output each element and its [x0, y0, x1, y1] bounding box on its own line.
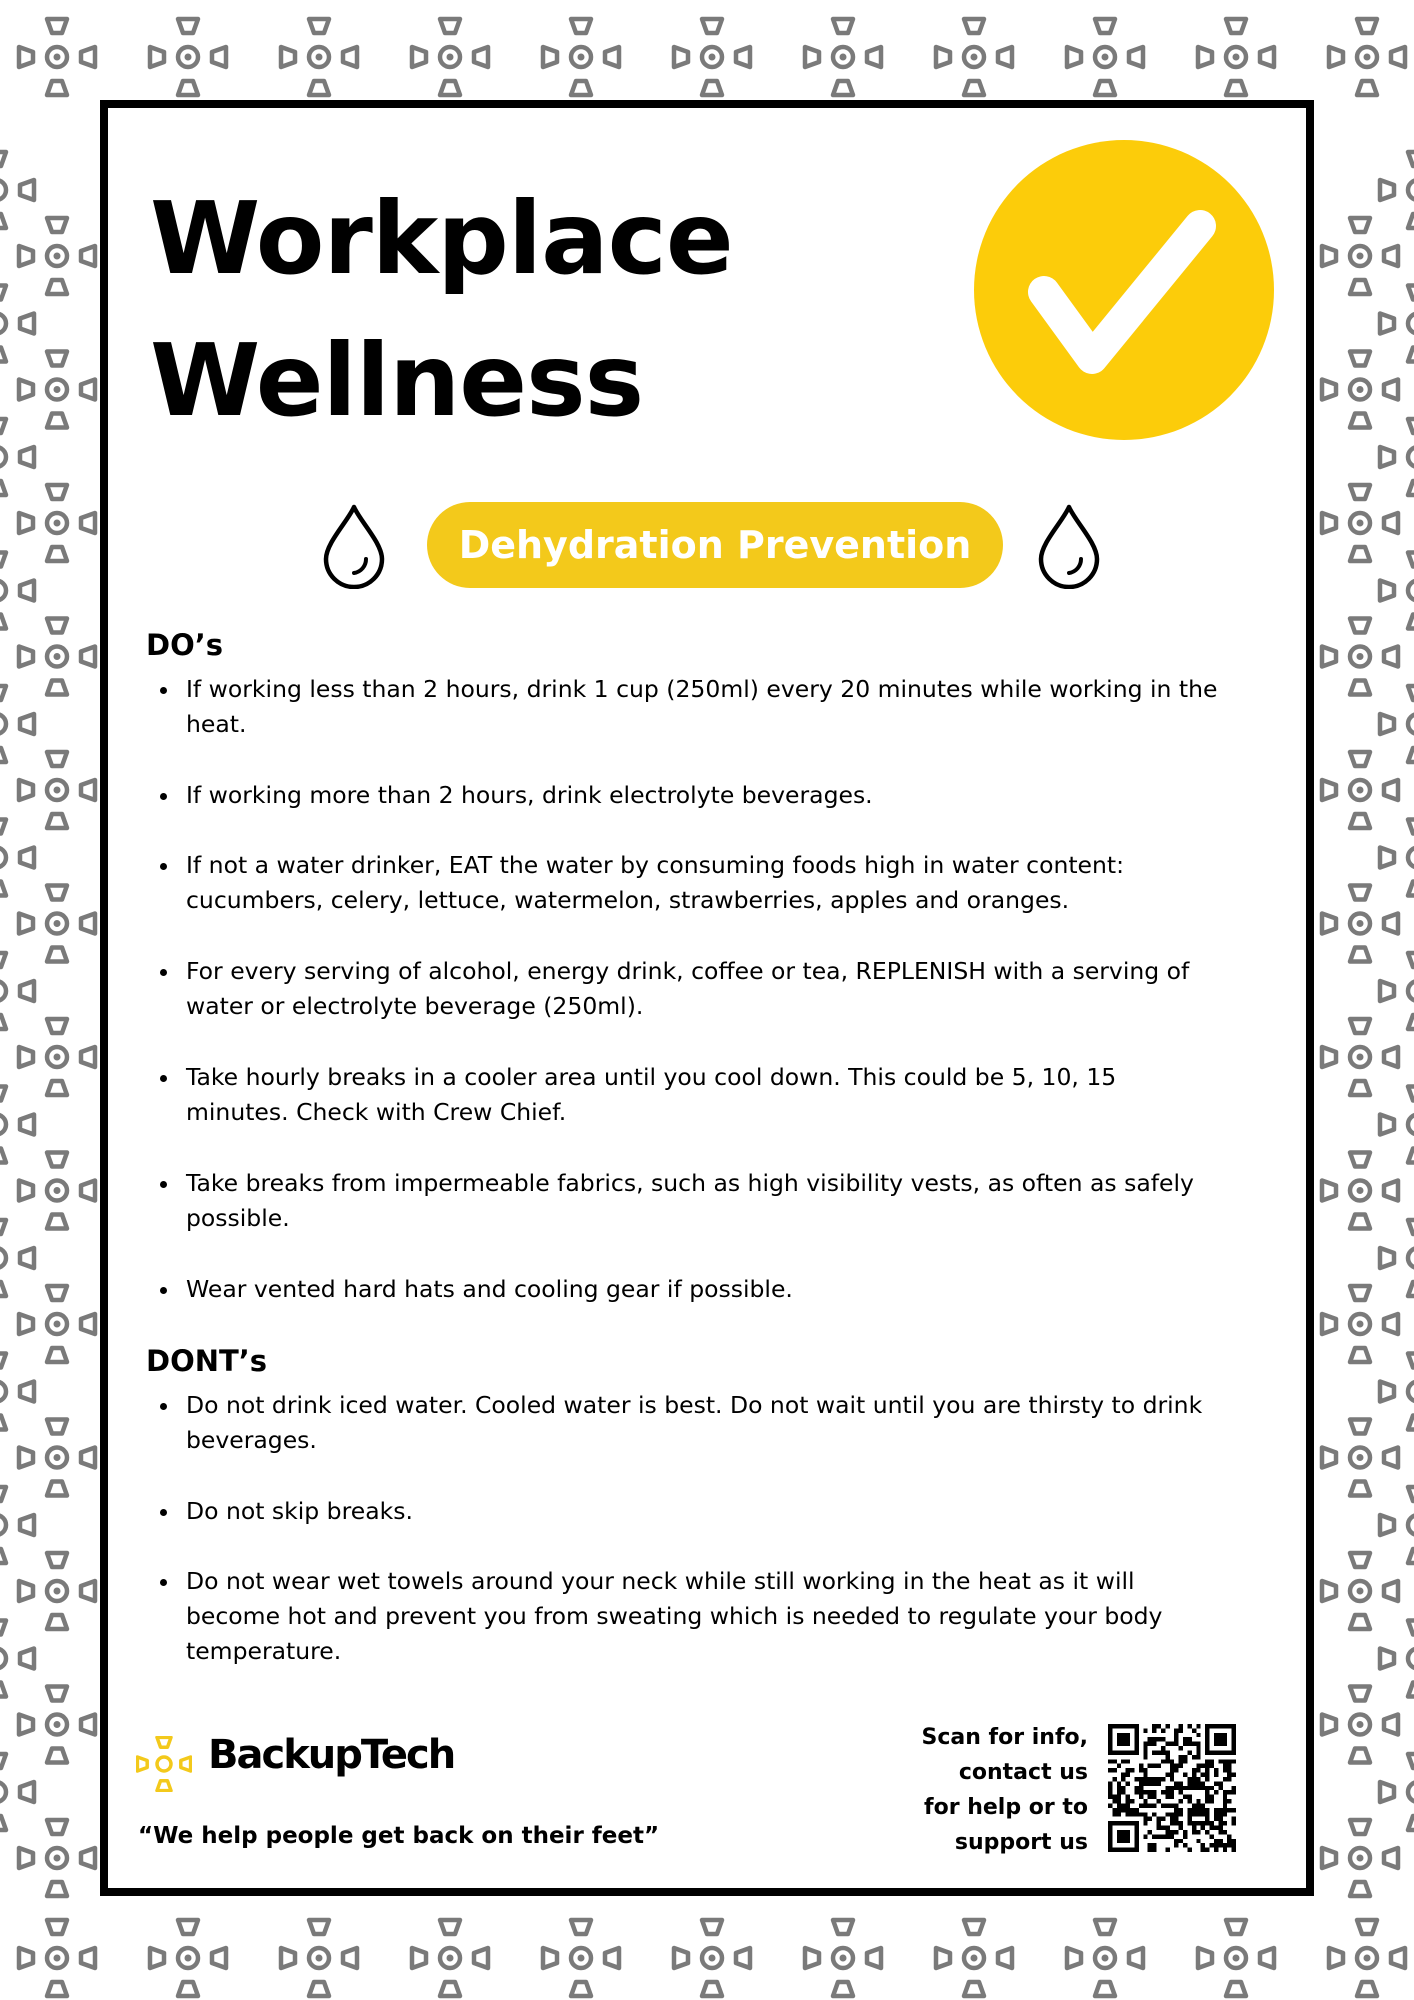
pattern-logo-mark — [0, 1354, 34, 1430]
pattern-logo-mark — [1322, 1153, 1398, 1229]
pattern-logo-mark — [0, 419, 34, 495]
pattern-logo-mark — [1322, 1019, 1398, 1095]
pattern-logo-mark — [674, 19, 750, 95]
pattern-logo-mark — [1322, 485, 1398, 561]
donts-heading: DONT’s — [146, 1344, 268, 1378]
list-item: For every serving of alcohol, energy drink, coffee or tea, REPLENISH with a serving of water or electrolyte beverage (250ml). — [146, 954, 1226, 1024]
pattern-logo-mark — [150, 19, 226, 95]
pattern-logo-mark — [412, 19, 488, 95]
pattern-logo-mark — [1380, 1487, 1414, 1563]
dos-heading: DO’s — [146, 628, 224, 662]
pattern-logo-mark — [19, 752, 95, 828]
scan-line: Scan for info, — [921, 1725, 1088, 1750]
scan-line: for help or to — [924, 1795, 1088, 1820]
pattern-logo-mark — [19, 352, 95, 428]
pattern-logo-mark — [0, 1220, 34, 1296]
pattern-logo-mark — [1380, 286, 1414, 362]
pattern-logo-mark — [674, 1920, 750, 1996]
pattern-logo-mark — [19, 1153, 95, 1229]
qr-code-icon[interactable] — [1108, 1724, 1236, 1852]
pattern-logo-mark — [150, 1920, 226, 1996]
pattern-logo-mark — [1322, 1286, 1398, 1362]
pattern-logo-mark — [0, 1087, 34, 1163]
poster-panel — [100, 100, 1314, 1896]
pattern-logo-mark — [0, 286, 34, 362]
backuptech-logo-icon — [136, 1736, 192, 1792]
pattern-logo-mark — [19, 1553, 95, 1629]
pattern-logo-mark — [19, 1920, 95, 1996]
list-item: Wear vented hard hats and cooling gear if possible. — [146, 1272, 1226, 1307]
pattern-logo-mark — [1198, 19, 1274, 95]
pattern-logo-mark — [1198, 1920, 1274, 1996]
checkmark-icon — [974, 140, 1274, 440]
pattern-logo-mark — [0, 1621, 34, 1697]
pattern-logo-mark — [19, 886, 95, 962]
pattern-logo-mark — [19, 1420, 95, 1496]
page-title — [150, 168, 733, 452]
pattern-logo-mark — [1380, 419, 1414, 495]
pattern-logo-mark — [19, 619, 95, 695]
scan-instructions — [668, 1720, 1088, 1860]
pattern-logo-mark — [1380, 953, 1414, 1029]
pattern-logo-mark — [0, 820, 34, 896]
list-item: If not a water drinker, EAT the water by consuming foods high in water content: cucumbers, celery, lettuce, watermelon, strawberries, apples and oranges. — [146, 848, 1226, 918]
pattern-logo-mark — [19, 1286, 95, 1362]
list-item: Take breaks from impermeable fabrics, such as high visibility vests, as often as safely possible. — [146, 1166, 1226, 1236]
tagline: “We help people get back on their feet” — [138, 1823, 660, 1849]
pattern-logo-mark — [1322, 1420, 1398, 1496]
list-item: If working less than 2 hours, drink 1 cup (250ml) every 20 minutes while working in the heat. — [146, 672, 1226, 742]
pattern-logo-mark — [1322, 619, 1398, 695]
check-badge — [974, 140, 1274, 440]
scan-line: support us — [954, 1830, 1088, 1855]
pattern-logo-mark — [1380, 686, 1414, 762]
pattern-logo-mark — [936, 1920, 1012, 1996]
pattern-logo-mark — [0, 1487, 34, 1563]
list-item: Do not skip breaks. — [146, 1494, 1226, 1529]
pattern-logo-mark — [0, 1754, 34, 1830]
brand-name: BackupTech — [208, 1732, 455, 1778]
pattern-logo-mark — [19, 1019, 95, 1095]
list-item: If working more than 2 hours, drink electrolyte beverages. — [146, 778, 1226, 813]
title-line-2: Wellness — [150, 322, 644, 439]
pattern-logo-mark — [19, 1820, 95, 1896]
pattern-logo-mark — [805, 1920, 881, 1996]
water-drop-icon — [1033, 501, 1105, 589]
pattern-logo-mark — [1380, 152, 1414, 228]
pattern-logo-mark — [1380, 553, 1414, 629]
pattern-logo-mark — [1380, 1754, 1414, 1830]
pattern-logo-mark — [281, 1920, 357, 1996]
pattern-logo-mark — [1322, 218, 1398, 294]
pattern-logo-mark — [543, 1920, 619, 1996]
pattern-logo-mark — [1322, 886, 1398, 962]
pattern-logo-mark — [1329, 19, 1405, 95]
topic-pill: Dehydration Prevention — [427, 502, 1003, 588]
pattern-logo-mark — [19, 485, 95, 561]
pattern-logo-mark — [1322, 352, 1398, 428]
pattern-logo-mark — [1380, 1220, 1414, 1296]
pattern-logo-mark — [412, 1920, 488, 1996]
list-item: Take hourly breaks in a cooler area until you cool down. This could be 5, 10, 15 minutes. Check with Crew Chief. — [146, 1060, 1226, 1130]
pattern-logo-mark — [1322, 1687, 1398, 1763]
pattern-logo-mark — [1380, 1087, 1414, 1163]
pattern-logo-mark — [0, 152, 34, 228]
pattern-logo-mark — [805, 19, 881, 95]
pattern-logo-mark — [19, 1687, 95, 1763]
pattern-logo-mark — [1322, 1553, 1398, 1629]
pattern-logo-mark — [1067, 19, 1143, 95]
water-drop-icon — [318, 501, 390, 589]
pattern-logo-mark — [1322, 752, 1398, 828]
pattern-logo-mark — [936, 19, 1012, 95]
scan-line: contact us — [958, 1760, 1088, 1785]
pattern-logo-mark — [1067, 1920, 1143, 1996]
pattern-logo-mark — [19, 218, 95, 294]
pattern-logo-mark — [19, 19, 95, 95]
pattern-logo-mark — [543, 19, 619, 95]
title-line-1: Workplace — [150, 180, 733, 297]
pattern-logo-mark — [1380, 1354, 1414, 1430]
pattern-logo-mark — [1380, 820, 1414, 896]
list-item: Do not wear wet towels around your neck while still working in the heat as it will become hot and prevent you from sweating which is needed to regulate your body temperature. — [146, 1564, 1226, 1669]
pattern-logo-mark — [0, 686, 34, 762]
pattern-logo-mark — [0, 953, 34, 1029]
list-item: Do not drink iced water. Cooled water is best. Do not wait until you are thirsty to drink beverages. — [146, 1388, 1226, 1458]
pattern-logo-mark — [1322, 1820, 1398, 1896]
pattern-logo-mark — [281, 19, 357, 95]
pattern-logo-mark — [1329, 1920, 1405, 1996]
pattern-logo-mark — [0, 553, 34, 629]
pattern-logo-mark — [1380, 1621, 1414, 1697]
